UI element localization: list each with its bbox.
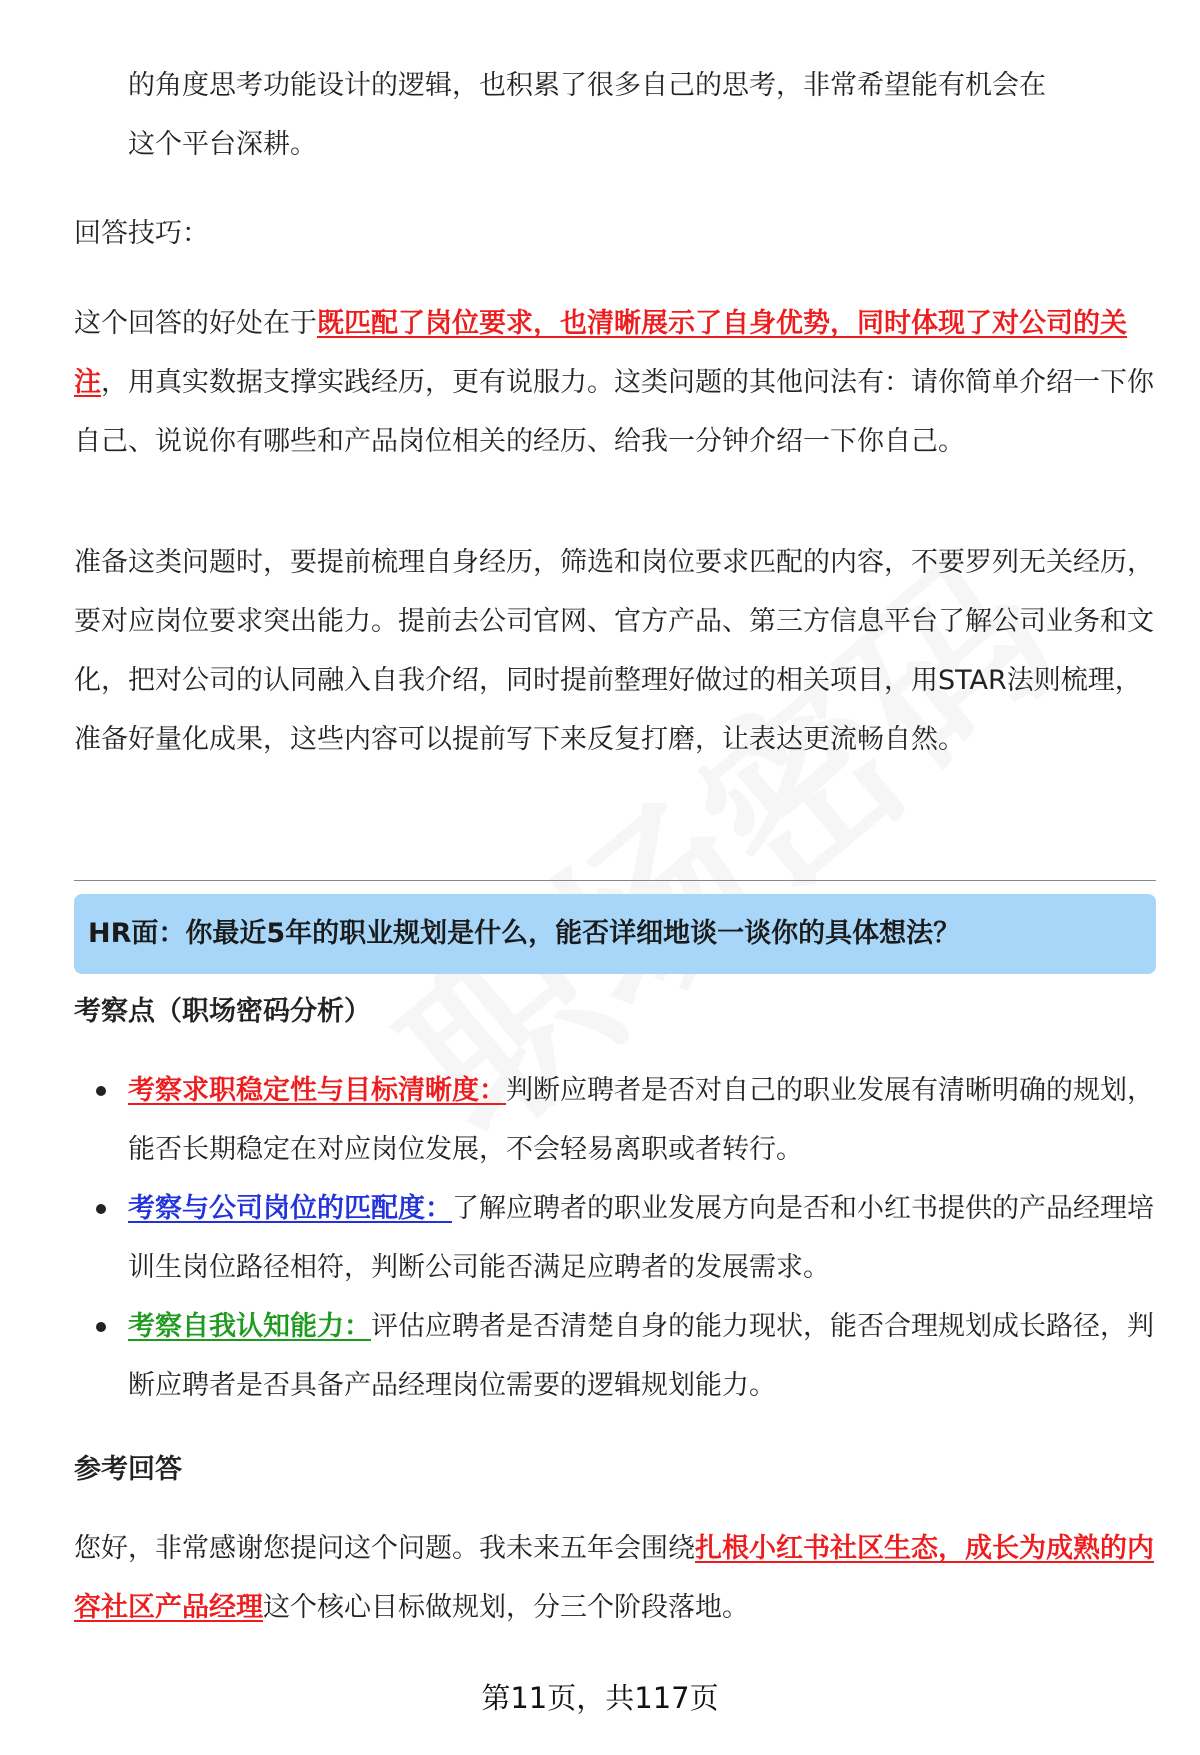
tips-heading: 回答技巧： [74, 218, 209, 249]
page-footer: 第11页，共117页 [481, 1681, 719, 1715]
tips-p1-highlight: 既匹配了岗位要求，也清晰展示了自身优势，同时体现了对公司的关注 [74, 308, 1127, 398]
analysis-item-label: 考察求职稳定性与目标清晰度： [128, 1075, 506, 1106]
bullet-icon [96, 1322, 106, 1332]
question-box [74, 894, 1156, 974]
analysis-list [74, 1061, 1156, 1415]
tips-paragraph-1 [74, 294, 1156, 471]
reference-pre: 您好，非常感谢您提问这个问题。我未来五年会围绕 [74, 1533, 695, 1564]
analysis-item-text: 评估应聘者是否清楚自身的能力现状，能否合理规划成长路径，判断应聘者是否具备产品经理岗位需要的逻辑规划能力。 [128, 1311, 1154, 1401]
tips-p1-pre: 这个回答的好处在于 [74, 308, 317, 339]
bullet-icon [96, 1204, 106, 1214]
tips-p1-post: ，用真实数据支撑实践经历，更有说服力。这类问题的其他问法有：请你简单介绍一下你自己、说说你有哪些和产品岗位相关的经历、给我一分钟介绍一下你自己。 [74, 367, 1154, 457]
intro-line-2: 这个平台深耕。 [128, 129, 317, 160]
analysis-item-text: 了解应聘者的职业发展方向是否和小红书提供的产品经理培训生岗位路径相符，判断公司能否满足应聘者的发展需求。 [128, 1193, 1154, 1283]
bullet-icon [96, 1086, 106, 1096]
reference-highlight: 扎根小红书社区生态，成长为成熟的内容社区产品经理 [74, 1533, 1154, 1623]
reference-paragraph [74, 1519, 1156, 1637]
question-text: HR面：你最近5年的职业规划是什么，能否详细地谈一谈你的具体想法？ [88, 918, 961, 949]
section-divider [74, 880, 1156, 881]
analysis-item-label: 考察自我认知能力： [128, 1311, 371, 1342]
analysis-heading: 考察点（职场密码分析） [74, 996, 371, 1027]
reference-heading: 参考回答 [74, 1454, 182, 1485]
tips-paragraph-2: 准备这类问题时，要提前梳理自身经历，筛选和岗位要求匹配的内容，不要罗列无关经历，要对应岗位要求突出能力。提前去公司官网、官方产品、第三方信息平台了解公司业务和文化，把对公司的认同融入自我介绍，同时提前整理好做过的相关项目，用STAR法则梳理，准备好量化成果，这些内容可以提前写下来反复打磨，让表达更流畅自然。 [74, 547, 1154, 755]
intro-line-1: 的角度思考功能设计的逻辑，也积累了很多自己的思考，非常希望能有机会在 [128, 70, 1046, 101]
analysis-item-3 [74, 1297, 1156, 1415]
reference-post: 这个核心目标做规划，分三个阶段落地。 [263, 1592, 749, 1623]
analysis-item-1 [74, 1061, 1156, 1179]
analysis-item-2 [74, 1179, 1156, 1297]
analysis-item-label: 考察与公司岗位的匹配度： [128, 1193, 452, 1224]
analysis-item-text: 判断应聘者是否对自己的职业发展有清晰明确的规划，能否长期稳定在对应岗位发展，不会轻易离职或者转行。 [128, 1075, 1154, 1165]
intro-paragraph [128, 56, 1156, 174]
